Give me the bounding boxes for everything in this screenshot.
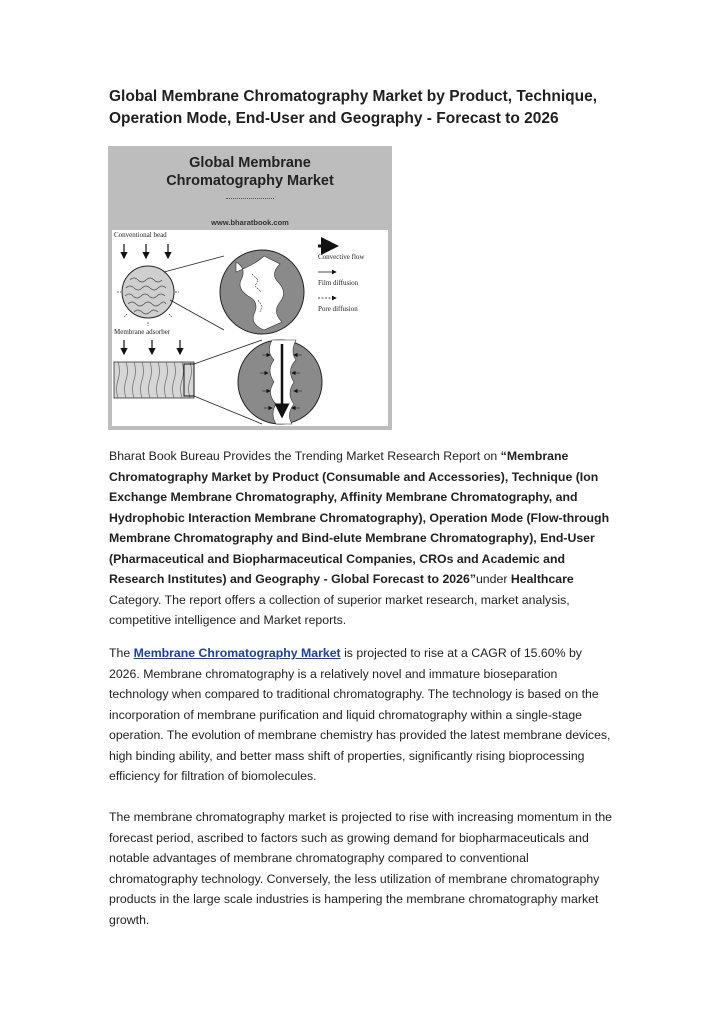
intro-text: Bharat Book Bureau Provides the Trending Market Research Report on xyxy=(109,449,501,463)
cover-title-line-2: Chromatography Market xyxy=(166,173,334,189)
zoom-line-bottom xyxy=(170,300,224,330)
cover-divider xyxy=(226,198,274,199)
under-text: under xyxy=(475,572,511,586)
page-title xyxy=(109,86,609,130)
membrane-diagram-svg xyxy=(112,230,388,426)
intro-rest: Category. The report offers a collection of superior market research, market analysis, competitive intelligence and Market reports. xyxy=(109,592,570,627)
open-quote: “ xyxy=(500,449,507,463)
title-line-2: Operation Mode, End-User and Geography - Forecast to 2026 xyxy=(109,110,559,127)
cover-website: www.bharatbook.com xyxy=(211,218,289,227)
legend-convective-flow: Convective flow xyxy=(318,253,365,261)
market-paragraph xyxy=(109,643,614,787)
label-membrane-adsorber: Membrane adsorber xyxy=(114,328,171,336)
cover-title-line-1: Global Membrane xyxy=(189,155,311,171)
membrane-arrows xyxy=(124,340,180,354)
intro-paragraph xyxy=(109,446,614,631)
bead-arrows xyxy=(124,244,168,258)
market-rest: is projected to rise at a CAGR of 15.60% by 2026. Membrane chromatography is a relatively novel and immature bioseparation technology when compared to traditional chromatography. The technology is based on the incorporation of membrane purification and liquid chromatography within a single-stage operation. The evolution of membrane chemistry has provided the latest membrane devices, high binding ability, and better mass shift of properties, significantly rising bioprocessing efficiency for filtration of biomolecules. xyxy=(109,646,611,783)
bead-particle xyxy=(122,266,174,318)
category-name: Healthcare xyxy=(510,572,574,586)
cover-header xyxy=(108,146,392,230)
market-the: The xyxy=(109,646,134,660)
report-cover-image xyxy=(108,146,392,430)
market-report-link[interactable]: Membrane Chromatography Market xyxy=(133,646,341,660)
legend-film-diffusion: Film diffusion xyxy=(318,279,359,287)
zoom-line-top xyxy=(164,256,224,272)
legend-pore-diffusion: Pore diffusion xyxy=(318,305,358,313)
growth-paragraph: The membrane chromatography market is projected to rise with increasing momentum in the forecast period, ascribed to factors such as growing demand for biopharmaceuticals and notable advantages of membrane chromatography compared to conventional chromatography technology. Conversely, the less utilization of membrane chromatography products in the large scale industries is hampering the membrane chromatography market growth. xyxy=(109,810,613,927)
close-quote: ” xyxy=(469,572,476,586)
label-conventional-bead: Conventional bead xyxy=(114,231,167,239)
cover-title xyxy=(108,154,392,190)
report-title: Membrane Chromatography Market by Product (Consumable and Accessories), Technique (Ion Exchange Membrane Chromatography, Affinity Membrane Chromatography, and Hydrophobic Interaction Membrane Chromatography), Operation Mode (Flow-through Membrane Chromatography and Bind-elute Membrane Chromatography), End-User (Pharmaceutical and Biopharmaceutical Companies, CROs and Academic and Research Institutes) and Geography - Global Forecast to 2026 xyxy=(109,449,610,586)
title-line-1: Global Membrane Chromatography Market by Product, Technique, xyxy=(109,88,598,105)
membrane-diagram xyxy=(112,230,388,426)
